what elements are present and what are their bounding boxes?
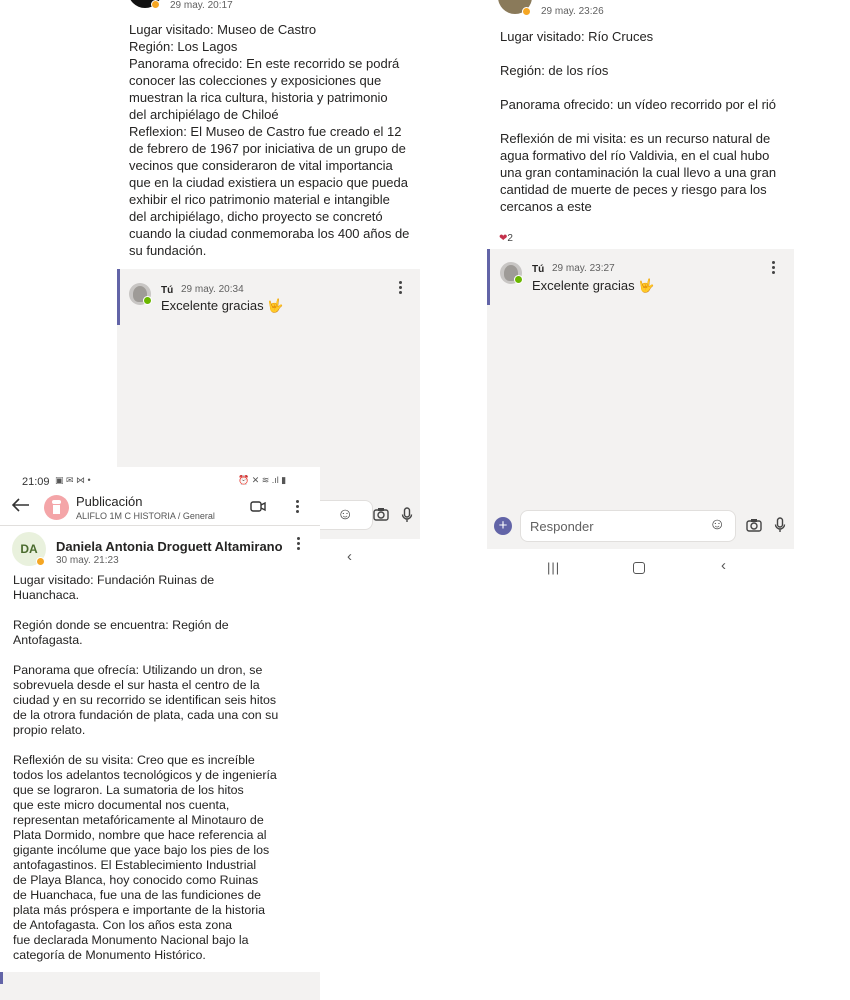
app-header [0, 489, 320, 525]
thread-accent-bar [487, 249, 490, 305]
status-available-icon [143, 296, 152, 305]
emoji-icon[interactable]: ☺ [337, 506, 354, 523]
reply-author: Tú [161, 285, 174, 296]
status-away-icon [151, 0, 160, 9]
header-title: Publicación [76, 494, 143, 509]
status-away-icon [36, 557, 45, 566]
header-subtitle: ALIFLO 1M C HISTORIA / General [76, 511, 215, 521]
status-away-icon [522, 7, 531, 16]
post-date: 30 may. 21:23 [56, 555, 119, 566]
phone-screenshot [0, 467, 320, 1000]
reply-date: 29 may. 23:27 [552, 263, 615, 274]
reply-text: Excelente gracias 🤟 [532, 278, 655, 293]
system-status-icons: ⏰ ✕ ≋ .ıl ▮ [238, 475, 287, 485]
status-available-icon [514, 275, 523, 284]
reaction-count: 2 [507, 233, 513, 244]
divider [0, 525, 320, 526]
post-body: Lugar visitado: Museo de Castro Región: Los Lagos Panorama ofrecido: En este recorrido se podrá conocer las colecciones y exposiciones que muestran la rica cultura, historia y patrimonio del archipiélago de Chiloé Reflexion: El Museo de Castro fue creado el 12 de febrero de 1967 por iniciativa de un grupo de vecinos que consideraron de vital importancia que en la ciudad existiera un espacio que pueda exhibir el rico patrimonio material e intangible del archipiélago, dicho proyecto se concretó cuando la ciudad conmemoraba los 400 años de su fundación. [129, 22, 410, 258]
thread-accent-bar [117, 269, 120, 325]
nav-back-icon[interactable]: ‹ [721, 557, 726, 574]
emoji-icon[interactable]: ☺ [709, 516, 726, 533]
reply-input[interactable] [520, 510, 736, 542]
more-options-icon[interactable] [296, 500, 300, 514]
post-body: Lugar visitado: Río Cruces Región: de los ríos Panorama ofrecido: un vídeo recorrido por el rió Reflexión de mi visita: es un recurso natural de agua formativo del río Valdivia, en el cual hubo una gran contaminación la cual llevo a una gran cantidad de muerte de peces y riesgo para los cercanos a este [500, 29, 777, 214]
reply-author: Tú [532, 264, 545, 275]
nav-home-icon[interactable] [633, 562, 645, 574]
thread-accent-bar [0, 972, 3, 984]
video-call-icon[interactable] [250, 499, 266, 518]
camera-icon[interactable] [746, 518, 762, 536]
reply-placeholder: Responder [530, 519, 594, 534]
heart-icon: ❤ [499, 233, 508, 244]
author-avatar[interactable]: DA [12, 532, 46, 566]
post-date: 29 may. 20:17 [170, 0, 233, 11]
post-date: 29 may. 23:26 [541, 6, 604, 17]
nav-recent-apps-icon[interactable]: ||| [547, 560, 561, 575]
reply-text: Excelente gracias 🤟 [161, 298, 284, 313]
post-body: Lugar visitado: Fundación Ruinas de Huanchaca. Región donde se encuentra: Región de Antofagasta. Panorama que ofrecía: Utilizando un dron, se sobrevuela desde el sur hasta el centro de la ciudad y en su recorrido se identifican seis hitos de la otrora fundación de plata, cada una con su propio relato. Reflexión de su visita: Creo que es increíble todos los adelantos tecnológicos y de ingeniería que se lograron. La sumatoria de los hitos que este micro documental nos cuenta, representan metafóricamente al Minotauro de Plata Dormido, nombre que hace referencia al gigante incólume que yace bajo los pies de los antofagastinos. El Establecimiento Industrial de Playa Blanca, hoy conocido como Ruinas de Huanchaca, fue una de las fundiciones de plata más próspera e importante de la historia de Antofagasta. Con los años esta zona fue declarada Monumento Nacional bajo la categoría de Monumento Histórico. [13, 573, 279, 962]
microphone-icon[interactable] [401, 507, 413, 527]
more-options-icon[interactable] [772, 261, 776, 275]
reply-thread [0, 972, 320, 1000]
more-options-icon[interactable] [297, 537, 301, 551]
camera-icon[interactable] [373, 507, 389, 525]
reply-thread [487, 249, 794, 549]
add-icon[interactable]: + [494, 517, 512, 535]
author-name: Daniela Antonia Droguett Altamirano [56, 539, 283, 554]
more-options-icon[interactable] [399, 281, 403, 295]
team-avatar[interactable] [44, 495, 69, 520]
back-arrow-icon[interactable] [12, 498, 30, 517]
notification-icons: ▣ ✉ ⋈ • [55, 475, 91, 485]
status-time: 21:09 [22, 476, 50, 488]
reply-date: 29 may. 20:34 [181, 284, 244, 295]
microphone-icon[interactable] [774, 517, 786, 537]
nav-back-icon[interactable]: ‹ [347, 548, 352, 565]
reaction-badge[interactable] [499, 233, 513, 244]
